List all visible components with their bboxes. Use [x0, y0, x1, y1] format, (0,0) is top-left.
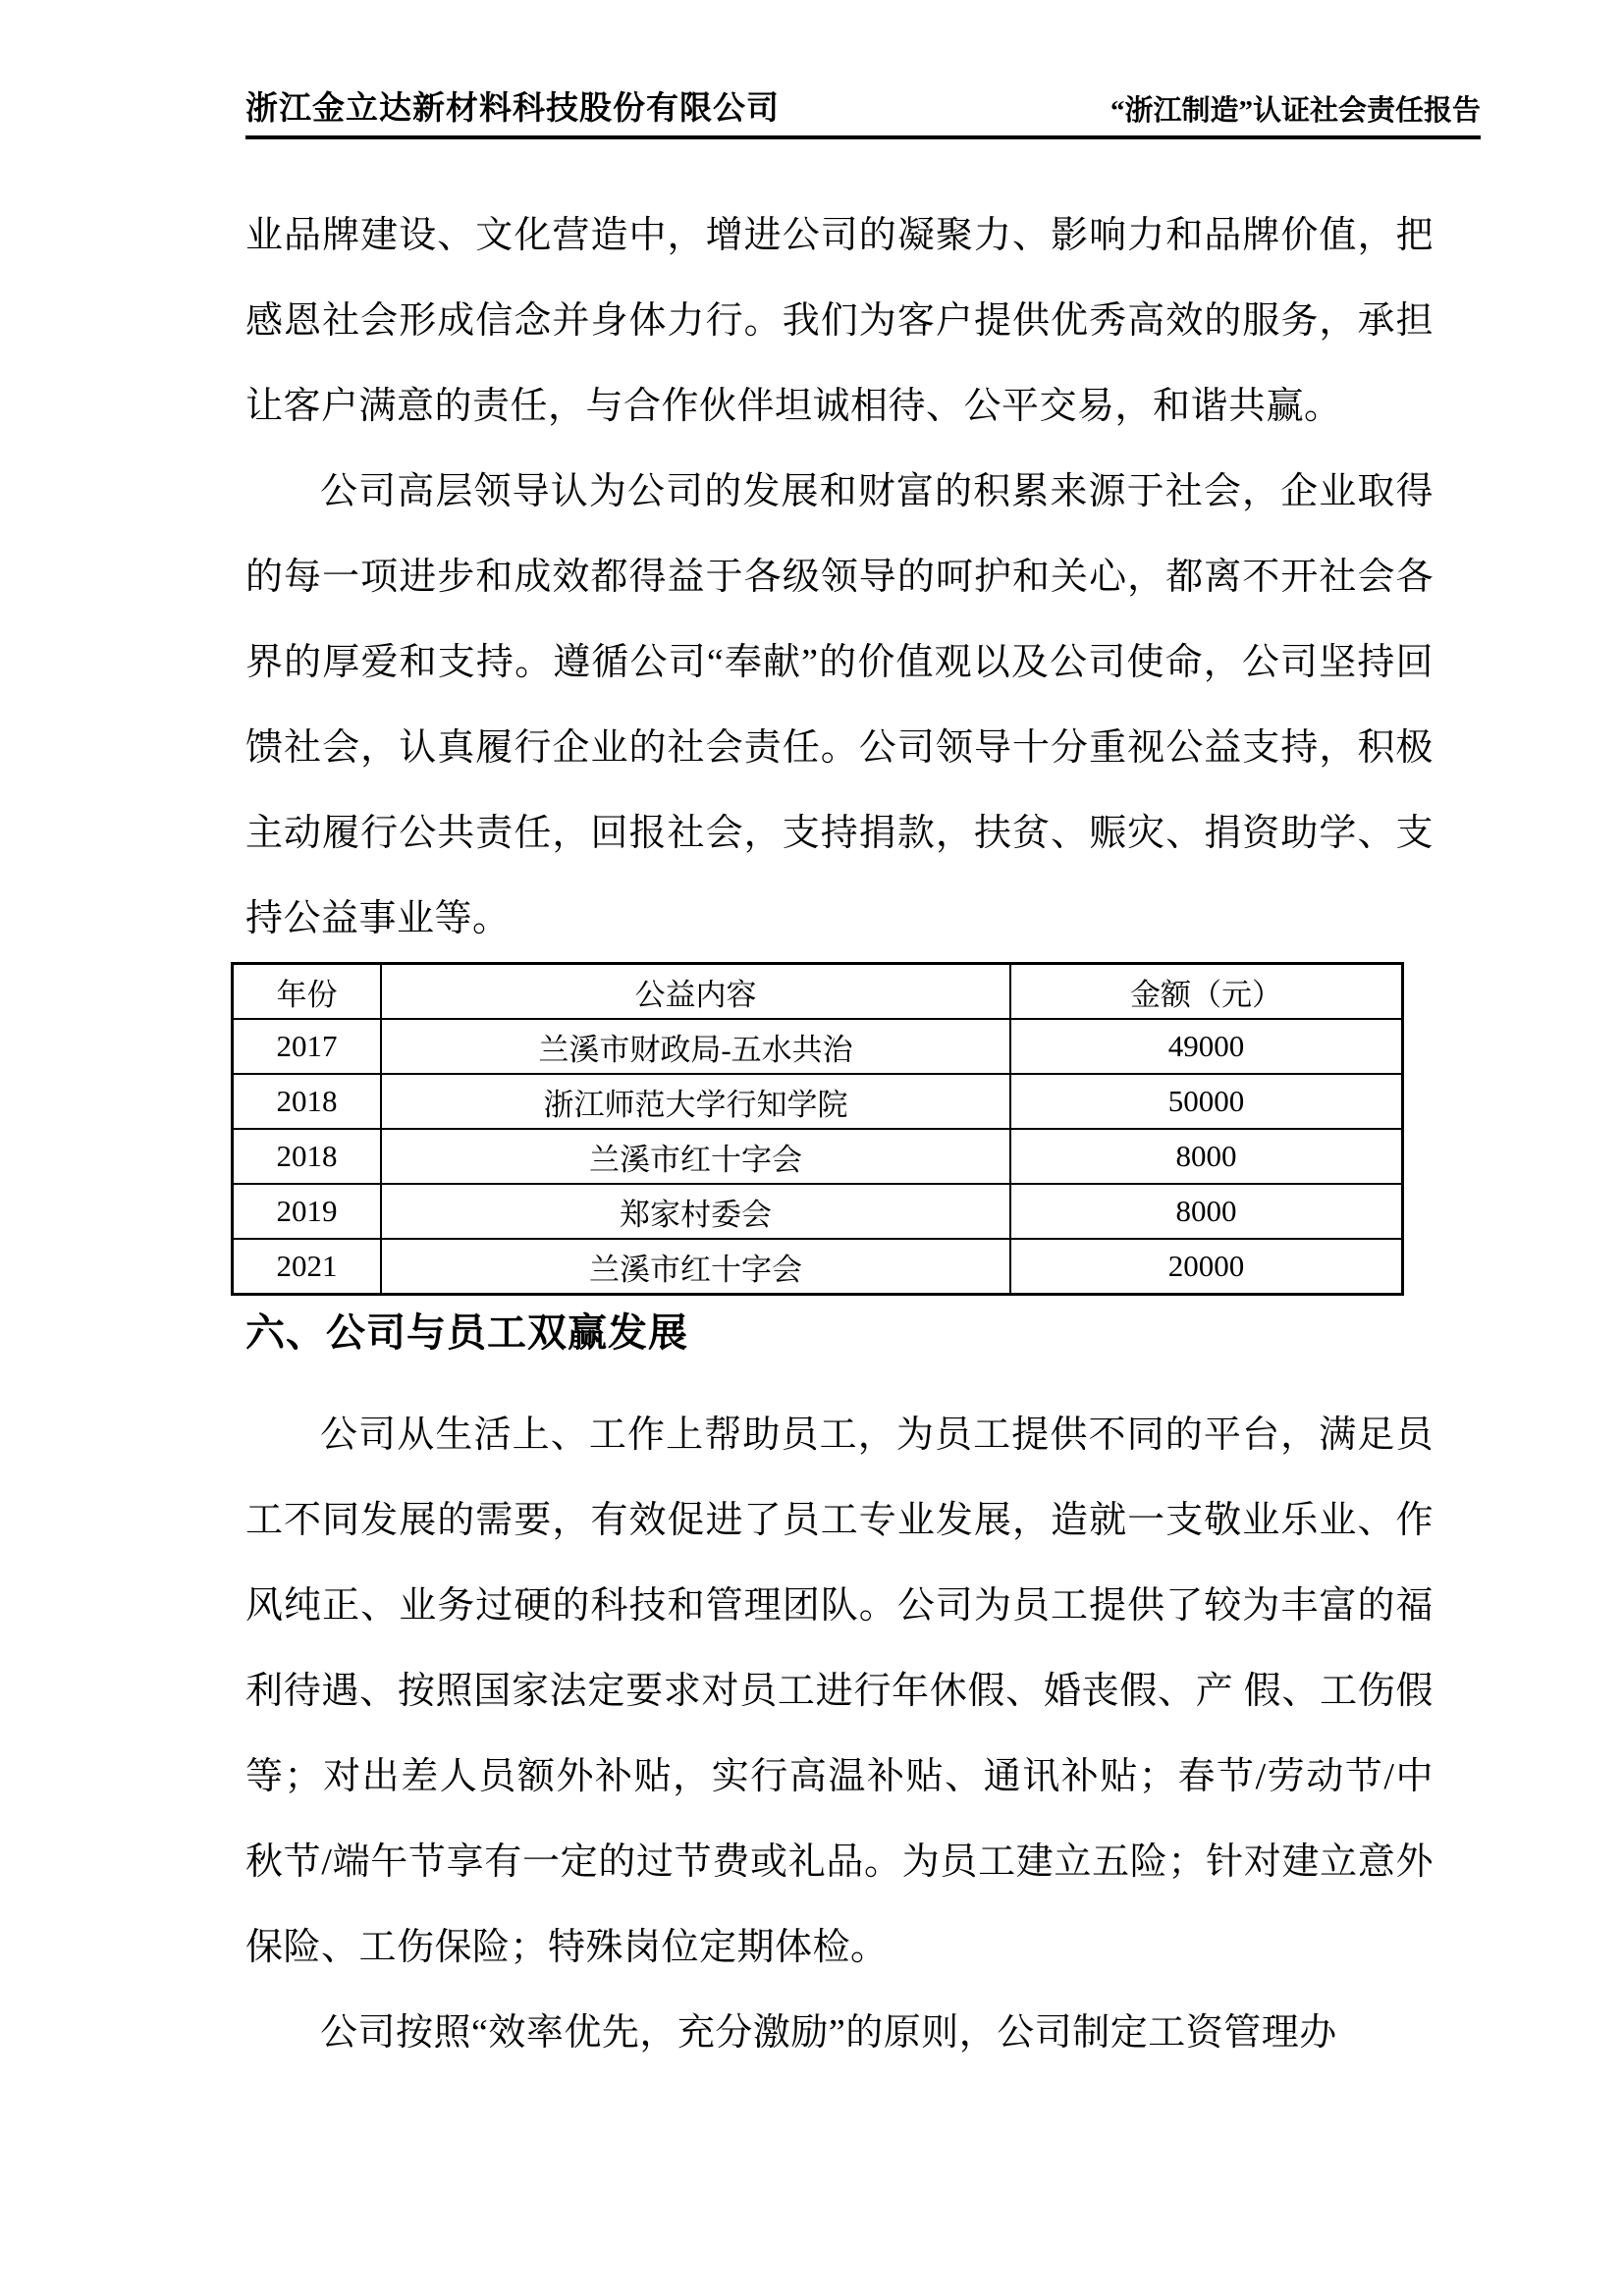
donation-year: 2018	[233, 1129, 382, 1184]
donation-content: 兰溪市红十字会	[381, 1239, 1010, 1295]
donation-amount: 49000	[1010, 1019, 1403, 1074]
donation-amount: 8000	[1010, 1184, 1403, 1239]
donation-content: 兰溪市财政局-五水共治	[381, 1019, 1010, 1074]
donation-table-header-year: 年份	[233, 964, 382, 1020]
donation-table-row	[233, 1184, 1403, 1239]
donation-year: 2018	[233, 1074, 382, 1129]
header-report-title: “浙江制造”认证社会责任报告	[1110, 95, 1481, 127]
donation-table-row	[233, 1239, 1403, 1295]
paragraph-salary-policy: 公司按照“效率优先，充分激励”的原则，公司制定工资管理办	[320, 2012, 1337, 2054]
donation-year: 2021	[233, 1239, 382, 1295]
donation-table	[231, 962, 1404, 1296]
donation-amount: 8000	[1010, 1129, 1403, 1184]
donation-table-row	[233, 1074, 1403, 1129]
donation-content: 郑家村委会	[381, 1184, 1010, 1239]
donation-amount: 20000	[1010, 1239, 1403, 1295]
donation-table-header-content: 公益内容	[381, 964, 1010, 1020]
document-body	[245, 148, 1434, 2076]
page-header	[245, 82, 1481, 139]
paragraph-employee-welfare: 公司从生活上、工作上帮助员工，为员工提供不同的平台，满足员工不同发展的需要，有效促进了员工专业发展，造就一支敬业乐业、作风纯正、业务过硬的科技和管理团队。公司为员工提供了较为丰富的福利待遇、按照国家法定要求对员工进行年休假、婚丧假、产 假、工伤假等；对出差人员额外补贴，实行高温补贴、通讯补贴；春节/劳动节/中秋节/端午节享有一定的过节费或礼品。为员工建立五险；针对建立意外保险、工伤保险；特殊岗位定期体检。	[245, 1415, 1434, 1968]
paragraph-social-responsibility: 公司高层领导认为公司的发展和财富的积累来源于社会，企业取得的每一项进步和成效都得益于各级领导的呵护和关心，都离不开社会各界的厚爱和支持。遵循公司“奉献”的价值观以及公司使命，公司坚持回馈社会，认真履行企业的社会责任。公司领导十分重视公益支持，积极主动履行公共责任，回报社会，支持捐款，扶贫、赈灾、捐资助学、支持公益事业等。	[245, 471, 1434, 939]
donation-amount: 50000	[1010, 1074, 1403, 1129]
donation-table-row	[233, 1019, 1403, 1074]
donation-table-row	[233, 1129, 1403, 1184]
donation-content: 浙江师范大学行知学院	[381, 1074, 1010, 1129]
donation-year: 2019	[233, 1184, 382, 1239]
donation-year: 2017	[233, 1019, 382, 1074]
header-company-name: 浙江金立达新材料科技股份有限公司	[245, 91, 780, 127]
section-heading-employee-winwin: 六、公司与员工双赢发展	[245, 1310, 688, 1355]
donation-table-header-amount: 金额（元）	[1010, 964, 1403, 1020]
paragraph-brand-culture-continuation: 业品牌建设、文化营造中，增进公司的凝聚力、影响力和品牌价值，把感恩社会形成信念并身体力行。我们为客户提供优秀高效的服务，承担让客户满意的责任，与合作伙伴坦诚相待、公平交易，和谐共赢。	[245, 215, 1434, 427]
donation-content: 兰溪市红十字会	[381, 1129, 1010, 1184]
donation-table-header-row	[233, 964, 1403, 1020]
